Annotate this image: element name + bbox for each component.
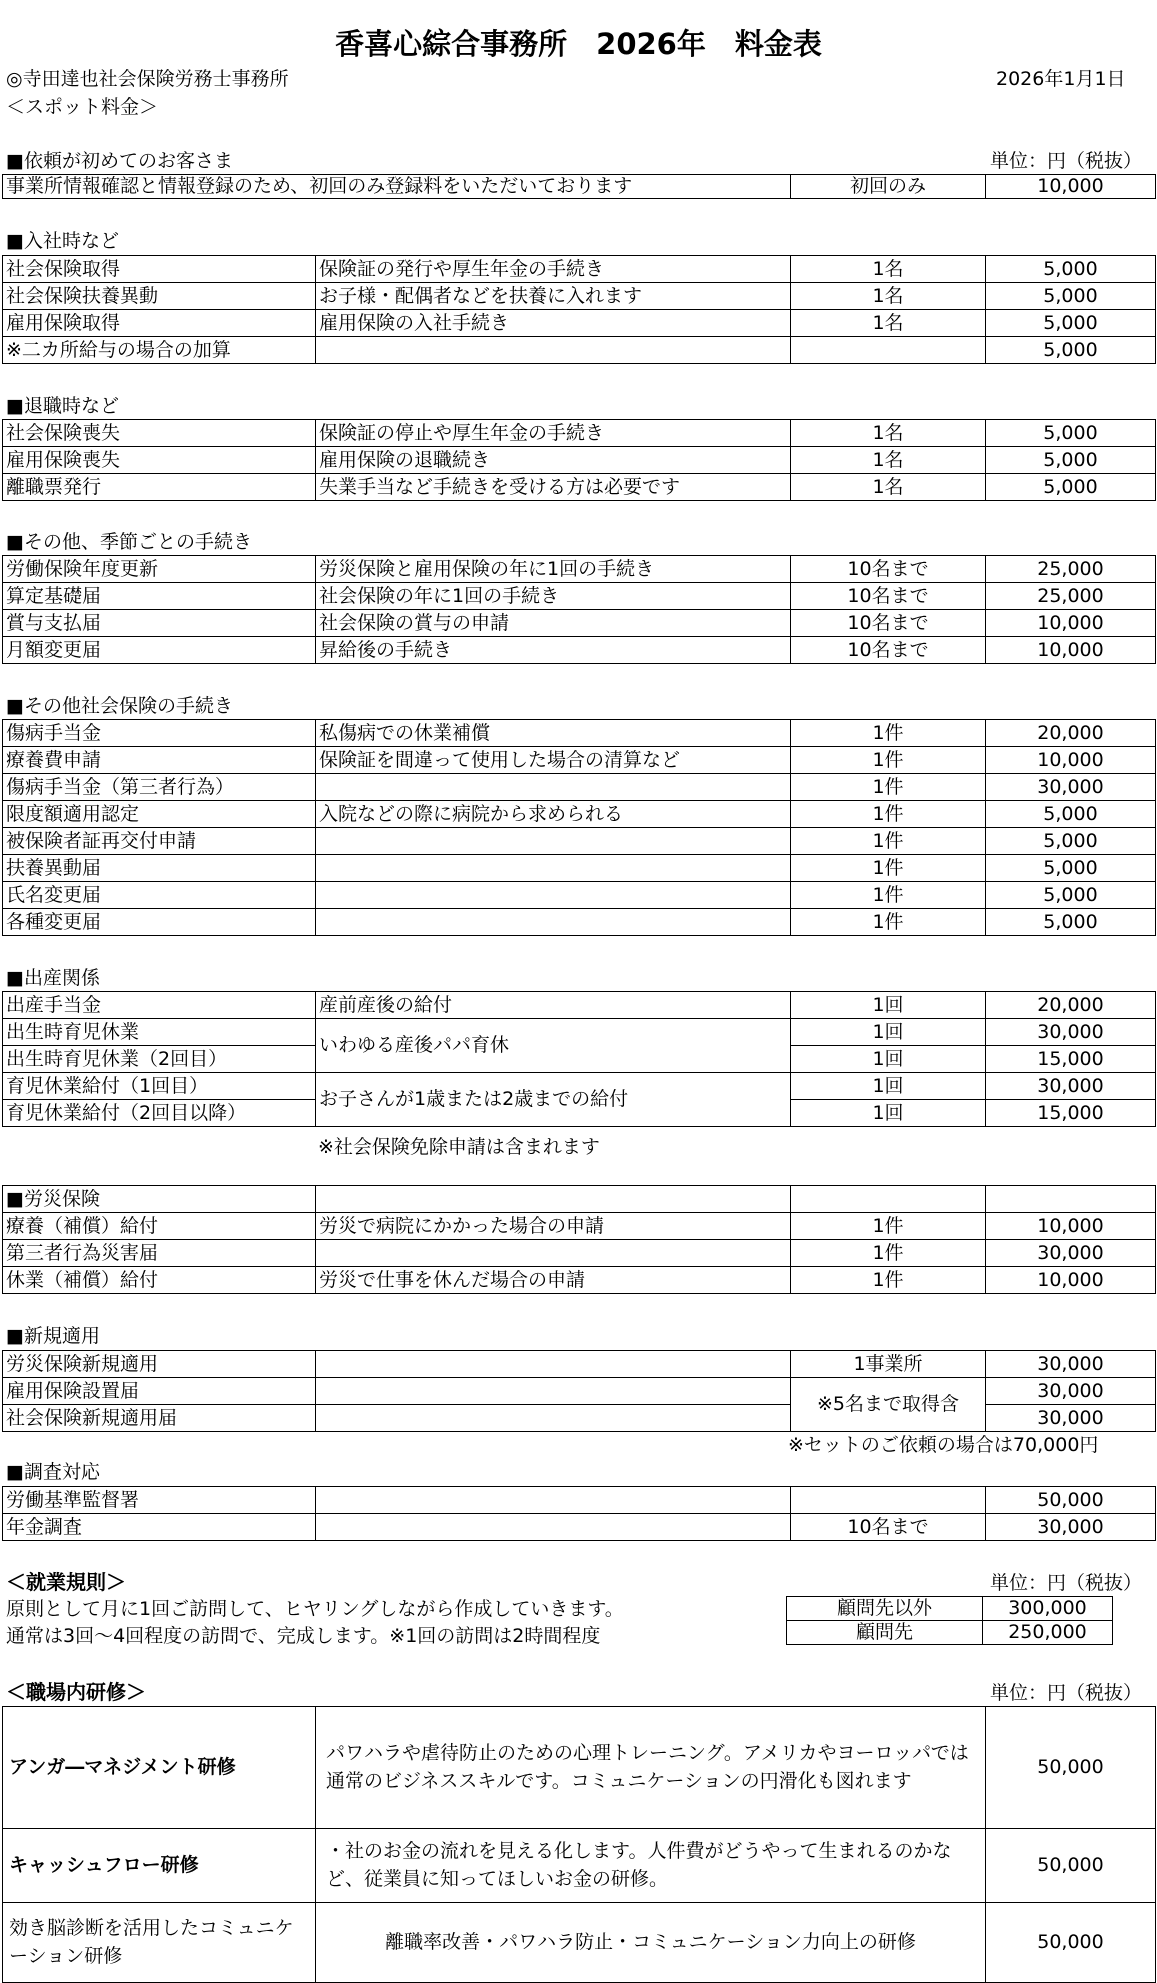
item-description [316, 909, 791, 936]
unit-label-3: 単位：円（税抜） [990, 1682, 1143, 1704]
table-row [3, 1487, 1156, 1514]
item-name: 育児休業給付（1回目） [3, 1073, 316, 1100]
item-quantity: 10名まで [791, 1514, 986, 1541]
item-description: お子様・配偶者などを扶養に入れます [316, 283, 791, 310]
birth-note: ※社会保険免除申請は含まれます [318, 1136, 600, 1158]
item-name: 社会保険新規適用届 [3, 1405, 316, 1432]
item-quantity [791, 1487, 986, 1514]
client-type-label: 顧問先以外 [787, 1597, 983, 1621]
rules-heading: ＜就業規則＞ [6, 1570, 126, 1594]
item-description [316, 337, 791, 364]
item-name: 年金調査 [3, 1514, 316, 1541]
training-name: キャッシュフロー研修 [3, 1829, 316, 1903]
item-price: 10,000 [986, 1267, 1156, 1294]
client-type-label: 顧問先 [787, 1621, 983, 1645]
training-heading: ＜職場内研修＞ [6, 1680, 146, 1704]
empty-cell [316, 1351, 791, 1378]
item-quantity [791, 337, 986, 364]
item-description [316, 774, 791, 801]
first-time-table [2, 174, 1156, 199]
item-price: 5,000 [986, 882, 1156, 909]
item-price: 25,000 [986, 556, 1156, 583]
table-row [3, 1073, 1156, 1100]
item-description: 労災保険と雇用保険の年に1回の手続き [316, 556, 791, 583]
item-name: 月額変更届 [3, 637, 316, 664]
item-name: 雇用保険取得 [3, 310, 316, 337]
table-row [3, 1351, 1156, 1378]
item-price: 50,000 [986, 1487, 1156, 1514]
item-quantity: 1回 [791, 1073, 986, 1100]
item-quantity: 1回 [791, 1019, 986, 1046]
item-description [316, 882, 791, 909]
table-row [3, 610, 1156, 637]
inspection-table [2, 1486, 1156, 1541]
item-quantity: ※5名まで取得含 [791, 1378, 986, 1432]
item-price: 5,000 [986, 474, 1156, 501]
item-name: 出生時育児休業（2回目） [3, 1046, 316, 1073]
empty-cell [316, 1514, 791, 1541]
rules-price-table [786, 1596, 1113, 1645]
table-row [3, 447, 1156, 474]
item-price: 5,000 [986, 855, 1156, 882]
item-price: 25,000 [986, 583, 1156, 610]
rules-line-2: 通常は3回～4回程度の訪問で、完成します。※1回の訪問は2時間程度 [6, 1625, 601, 1647]
hiring-heading: ■入社時など [6, 230, 119, 252]
table-row [3, 828, 1156, 855]
table-row [3, 801, 1156, 828]
item-price: 10,000 [986, 637, 1156, 664]
item-price: 30,000 [986, 1073, 1156, 1100]
item-description [316, 828, 791, 855]
table-row [3, 1213, 1156, 1240]
item-description: 私傷病での休業補償 [316, 720, 791, 747]
item-quantity: 1回 [791, 992, 986, 1019]
table-row [3, 1240, 1156, 1267]
item-quantity: 1名 [791, 283, 986, 310]
item-name: 出生時育児休業 [3, 1019, 316, 1046]
birth-heading: ■出産関係 [6, 967, 100, 989]
item-price: 5,000 [986, 801, 1156, 828]
training-description: パワハラや虐待防止のための心理トレーニング。アメリカやヨーロッパでは通常のビジネススキルです。コミュニケーションの円滑化も図れます [316, 1707, 986, 1829]
empty-cell [316, 1405, 791, 1432]
office-name: ◎寺田達也社会保険労務士事務所 [6, 68, 289, 90]
table-row [3, 747, 1156, 774]
training-description: 離職率改善・パワハラ防止・コミュニケーション力向上の研修 [316, 1903, 986, 1983]
table-row [3, 992, 1156, 1019]
item-quantity: 10名まで [791, 637, 986, 664]
item-name: 出産手当金 [3, 992, 316, 1019]
training-price: 50,000 [986, 1829, 1156, 1903]
item-price: 5,000 [986, 420, 1156, 447]
item-quantity: 1件 [791, 1213, 986, 1240]
item-description: いわゆる産後パパ育休 [316, 1019, 791, 1073]
item-description [316, 855, 791, 882]
item-quantity: 1事業所 [791, 1351, 986, 1378]
item-price: 20,000 [986, 992, 1156, 1019]
first-time-heading: ■依頼が初めてのお客さま [6, 150, 233, 172]
newapp-heading: ■新規適用 [6, 1325, 100, 1347]
item-price: 15,000 [986, 1046, 1156, 1073]
table-row [787, 1621, 1113, 1645]
table-row [3, 909, 1156, 936]
rules-price: 250,000 [983, 1621, 1113, 1645]
empty-cell [986, 1186, 1156, 1213]
item-name: 労働基準監督署 [3, 1487, 316, 1514]
item-description: 昇給後の手続き [316, 637, 791, 664]
hiring-table [2, 255, 1156, 364]
empty-cell [791, 1186, 986, 1213]
fee-price: 10,000 [986, 175, 1156, 199]
training-description: ・社のお金の流れを見える化します。人件費がどうやって生まれるのかなど、従業員に知ってほしいお金の研修。 [316, 1829, 986, 1903]
training-price: 50,000 [986, 1707, 1156, 1829]
item-description: 保険証を間違って使用した場合の清算など [316, 747, 791, 774]
item-quantity: 1件 [791, 1267, 986, 1294]
table-row [787, 1597, 1113, 1621]
table-row [3, 637, 1156, 664]
set-note: ※セットのご依頼の場合は70,000円 [788, 1434, 1099, 1456]
item-description: 入院などの際に病院から求められる [316, 801, 791, 828]
item-name: 離職票発行 [3, 474, 316, 501]
table-row [3, 855, 1156, 882]
item-quantity: 1名 [791, 447, 986, 474]
table-row [3, 1514, 1156, 1541]
issue-date: 2026年1月1日 [996, 68, 1126, 90]
item-quantity: 1名 [791, 474, 986, 501]
item-description: 産前産後の給付 [316, 992, 791, 1019]
item-name: 傷病手当金（第三者行為） [3, 774, 316, 801]
table-row [3, 310, 1156, 337]
leaving-table [2, 419, 1156, 501]
social-heading: ■その他社会保険の手続き [6, 695, 233, 717]
seasonal-heading: ■その他、季節ごとの手続き [6, 531, 252, 553]
item-name: 労災保険新規適用 [3, 1351, 316, 1378]
fee-description: 事業所情報確認と情報登録のため、初回のみ登録料をいただいております [3, 175, 791, 199]
item-name: 社会保険取得 [3, 256, 316, 283]
rules-price: 300,000 [983, 1597, 1113, 1621]
item-name: ※二カ所給与の場合の加算 [3, 337, 316, 364]
item-description: 労災で病院にかかった場合の申請 [316, 1213, 791, 1240]
item-price: 5,000 [986, 828, 1156, 855]
item-quantity: 1名 [791, 256, 986, 283]
item-name: 育児休業給付（2回目以降） [3, 1100, 316, 1127]
item-name: 算定基礎届 [3, 583, 316, 610]
item-quantity: 10名まで [791, 583, 986, 610]
table-row [3, 474, 1156, 501]
training-name: 効き脳診断を活用したコミュニケーション研修 [3, 1903, 316, 1983]
rules-line-1: 原則として月に1回ご訪問して、ヒヤリングしながら作成していきます。 [6, 1598, 624, 1620]
item-quantity: 10名まで [791, 610, 986, 637]
spot-fee-label: ＜スポット料金＞ [6, 96, 159, 118]
table-row [3, 256, 1156, 283]
item-description: 保険証の停止や厚生年金の手続き [316, 420, 791, 447]
item-price: 20,000 [986, 720, 1156, 747]
item-quantity: 1件 [791, 1240, 986, 1267]
item-description: 社会保険の年に1回の手続き [316, 583, 791, 610]
item-quantity: 1件 [791, 774, 986, 801]
leaving-heading: ■退職時など [6, 395, 119, 417]
seasonal-table [2, 555, 1156, 664]
item-name: 雇用保険設置届 [3, 1378, 316, 1405]
workcomp-heading: ■労災保険 [3, 1186, 316, 1213]
table-row [3, 175, 1156, 199]
item-name: 傷病手当金 [3, 720, 316, 747]
inspection-heading: ■調査対応 [6, 1461, 100, 1483]
item-quantity: 1名 [791, 310, 986, 337]
item-description: 保険証の発行や厚生年金の手続き [316, 256, 791, 283]
item-description: 社会保険の賞与の申請 [316, 610, 791, 637]
empty-cell [316, 1186, 791, 1213]
table-row [3, 1267, 1156, 1294]
item-name: 雇用保険喪失 [3, 447, 316, 474]
table-row [3, 1378, 1156, 1405]
item-name: 第三者行為災害届 [3, 1240, 316, 1267]
item-quantity: 1名 [791, 420, 986, 447]
item-description: 雇用保険の退職続き [316, 447, 791, 474]
empty-cell [316, 1378, 791, 1405]
item-name: 社会保険扶養異動 [3, 283, 316, 310]
table-row [3, 1903, 1156, 1983]
item-price: 30,000 [986, 774, 1156, 801]
table-row [3, 556, 1156, 583]
table-row [3, 283, 1156, 310]
item-name: 休業（補償）給付 [3, 1267, 316, 1294]
item-name: 療養費申請 [3, 747, 316, 774]
table-row [3, 583, 1156, 610]
item-price: 5,000 [986, 909, 1156, 936]
item-name: 療養（補償）給付 [3, 1213, 316, 1240]
item-price: 30,000 [986, 1405, 1156, 1432]
item-name: 氏名変更届 [3, 882, 316, 909]
item-price: 5,000 [986, 283, 1156, 310]
training-table [2, 1706, 1156, 1983]
item-quantity: 1回 [791, 1100, 986, 1127]
item-price: 10,000 [986, 747, 1156, 774]
table-row [3, 337, 1156, 364]
unit-label-1: 単位：円（税抜） [990, 150, 1143, 172]
training-name: アンガ―マネジメント研修 [3, 1707, 316, 1829]
item-price: 10,000 [986, 1213, 1156, 1240]
item-price: 30,000 [986, 1514, 1156, 1541]
item-description: お子さんが1歳または2歳までの給付 [316, 1073, 791, 1127]
table-row [3, 1019, 1156, 1046]
table-row [3, 1829, 1156, 1903]
empty-cell [316, 1487, 791, 1514]
table-row [3, 1186, 1156, 1213]
item-price: 30,000 [986, 1019, 1156, 1046]
item-name: 賞与支払届 [3, 610, 316, 637]
item-price: 5,000 [986, 447, 1156, 474]
item-price: 30,000 [986, 1378, 1156, 1405]
table-row [3, 720, 1156, 747]
item-name: 各種変更届 [3, 909, 316, 936]
item-quantity: 10名まで [791, 556, 986, 583]
item-name: 扶養異動届 [3, 855, 316, 882]
item-quantity: 1件 [791, 828, 986, 855]
fee-quantity: 初回のみ [791, 175, 986, 199]
newapp-table [2, 1350, 1156, 1432]
social-table [2, 719, 1156, 936]
item-quantity: 1件 [791, 747, 986, 774]
training-price: 50,000 [986, 1903, 1156, 1983]
item-name: 限度額適用認定 [3, 801, 316, 828]
item-price: 5,000 [986, 310, 1156, 337]
item-name: 労働保険年度更新 [3, 556, 316, 583]
table-row [3, 1707, 1156, 1829]
item-quantity: 1件 [791, 720, 986, 747]
workcomp-table [2, 1185, 1156, 1294]
item-description: 失業手当など手続きを受ける方は必要です [316, 474, 791, 501]
item-quantity: 1件 [791, 909, 986, 936]
item-description: 雇用保険の入社手続き [316, 310, 791, 337]
unit-label-2: 単位：円（税抜） [990, 1572, 1143, 1594]
table-row [3, 882, 1156, 909]
item-quantity: 1回 [791, 1046, 986, 1073]
item-name: 社会保険喪失 [3, 420, 316, 447]
item-price: 10,000 [986, 610, 1156, 637]
item-price: 30,000 [986, 1351, 1156, 1378]
item-description: 労災で仕事を休んだ場合の申請 [316, 1267, 791, 1294]
item-quantity: 1件 [791, 801, 986, 828]
item-quantity: 1件 [791, 855, 986, 882]
item-description [316, 1240, 791, 1267]
page-title: 香喜心綜合事務所 2026年 料金表 [335, 27, 822, 61]
table-row [3, 420, 1156, 447]
item-price: 5,000 [986, 256, 1156, 283]
item-price: 5,000 [986, 337, 1156, 364]
table-row [3, 774, 1156, 801]
item-price: 15,000 [986, 1100, 1156, 1127]
item-price: 30,000 [986, 1240, 1156, 1267]
birth-table [2, 991, 1156, 1127]
item-name: 被保険者証再交付申請 [3, 828, 316, 855]
item-quantity: 1件 [791, 882, 986, 909]
